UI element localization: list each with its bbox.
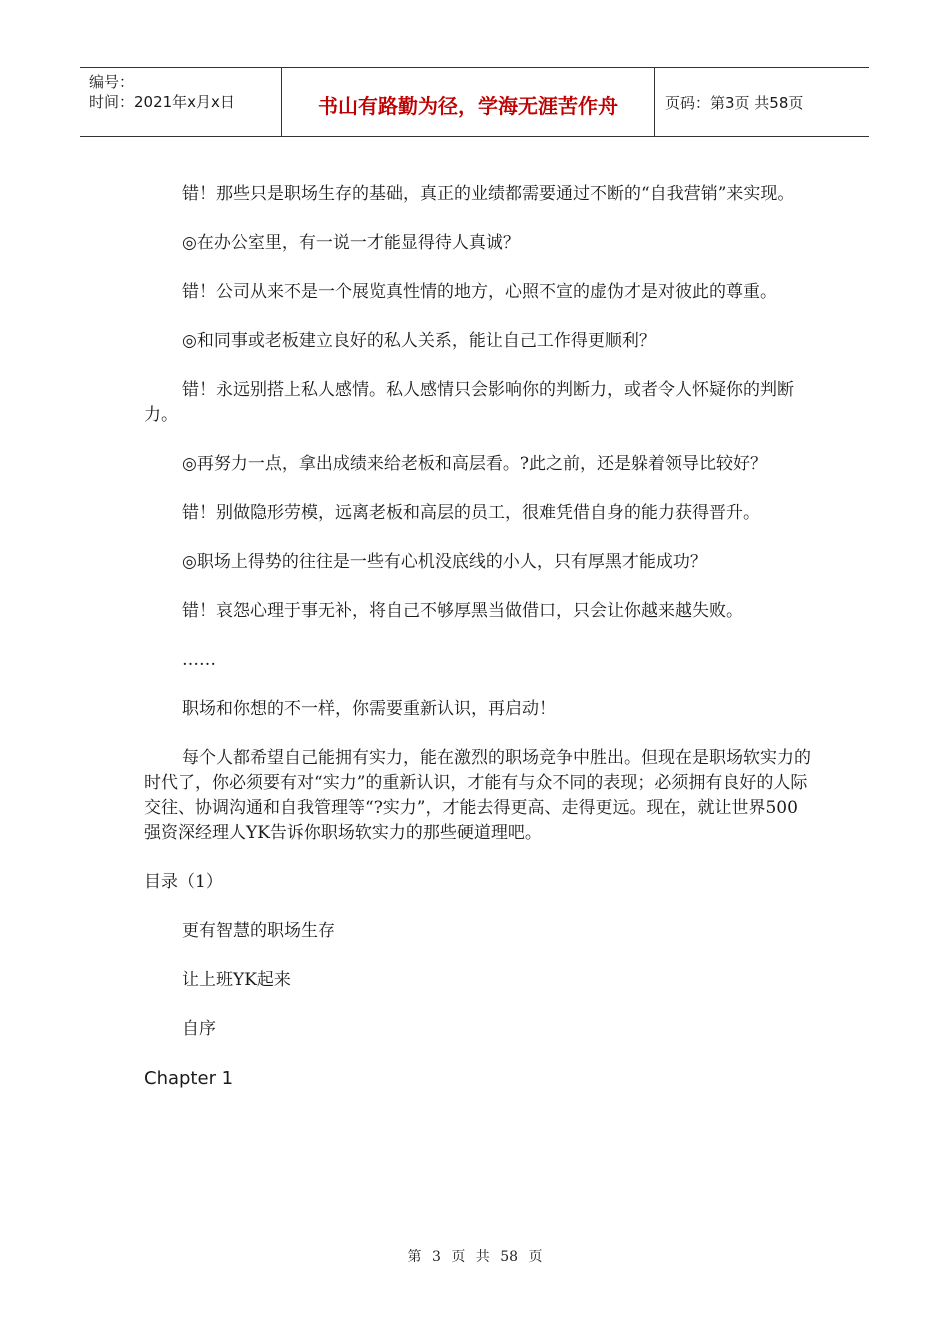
toc-item: 更有智慧的职场生存 [182, 921, 335, 941]
toc-item: 自序 [182, 1019, 216, 1039]
page-footer [0, 1246, 950, 1266]
paragraph: 错！那些只是职场生存的基础，真正的业绩都需要通过不断的“自我营销”来实现。 [182, 184, 795, 204]
footer-mid2: 共 [475, 1249, 490, 1265]
document-number-label: 编号： [89, 73, 135, 91]
toc-title: 目录（1） [144, 872, 223, 892]
paragraph: ◎职场上得势的往往是一些有心机没底线的小人，只有厚黑才能成功？ [182, 552, 707, 572]
document-date: 时间：2021年x月x日 [89, 93, 235, 111]
paragraph: 错！别做隐形劳模，远离老板和高层的员工，很难凭借自身的能力获得晋升。 [182, 503, 760, 523]
paragraph: 职场和你想的不一样，你需要重新认识，再启动！ [182, 699, 556, 719]
footer-total-pages: 58 [500, 1249, 519, 1265]
header-motto: 书山有路勤为径，学海无涯苦作舟 [282, 68, 655, 136]
header-page-info: 页码：第3页 共58页 [665, 93, 804, 112]
footer-suffix: 页 [528, 1249, 543, 1265]
paragraph: ◎在办公室里，有一说一才能显得待人真诚？ [182, 233, 520, 253]
footer-current-page: 3 [431, 1249, 441, 1265]
page-header [80, 67, 869, 137]
paragraph: ◎和同事或老板建立良好的私人关系，能让自己工作得更顺利？ [182, 331, 656, 351]
paragraph: 错！公司从来不是一个展览真性情的地方，心照不宣的虚伪才是对彼此的尊重。 [182, 282, 777, 302]
chapter-heading: Chapter 1 [144, 1068, 234, 1089]
paragraph: 每个人都希望自己能拥有实力，能在激烈的职场竞争中胜出。但现在是职场软实力的时代了，你必须要有对“实力”的重新认识，才能有与众不同的表现；必须拥有良好的人际交往、协调沟通和自我管理等“?实力”，才能去得更高、走得更远。现在，就让世界500强资深经理人YK告诉你职场软实力的那些硬道理吧。 [144, 748, 811, 843]
footer-mid1: 页 [451, 1249, 466, 1265]
paragraph: 错！永远别搭上私人感情。私人感情只会影响你的判断力，或者令人怀疑你的判断力。 [144, 380, 794, 425]
paragraph: 错！哀怨心理于事无补，将自己不够厚黑当做借口，只会让你越来越失败。 [182, 601, 743, 621]
paragraph: ◎再努力一点，拿出成绩来给老板和高层看。?此之前，还是躲着领导比较好？ [182, 454, 767, 474]
ellipsis: …… [182, 650, 216, 670]
document-body [144, 182, 812, 1115]
header-meta [80, 68, 282, 136]
toc-item: 让上班YK起来 [182, 970, 291, 990]
footer-prefix: 第 [407, 1249, 422, 1265]
